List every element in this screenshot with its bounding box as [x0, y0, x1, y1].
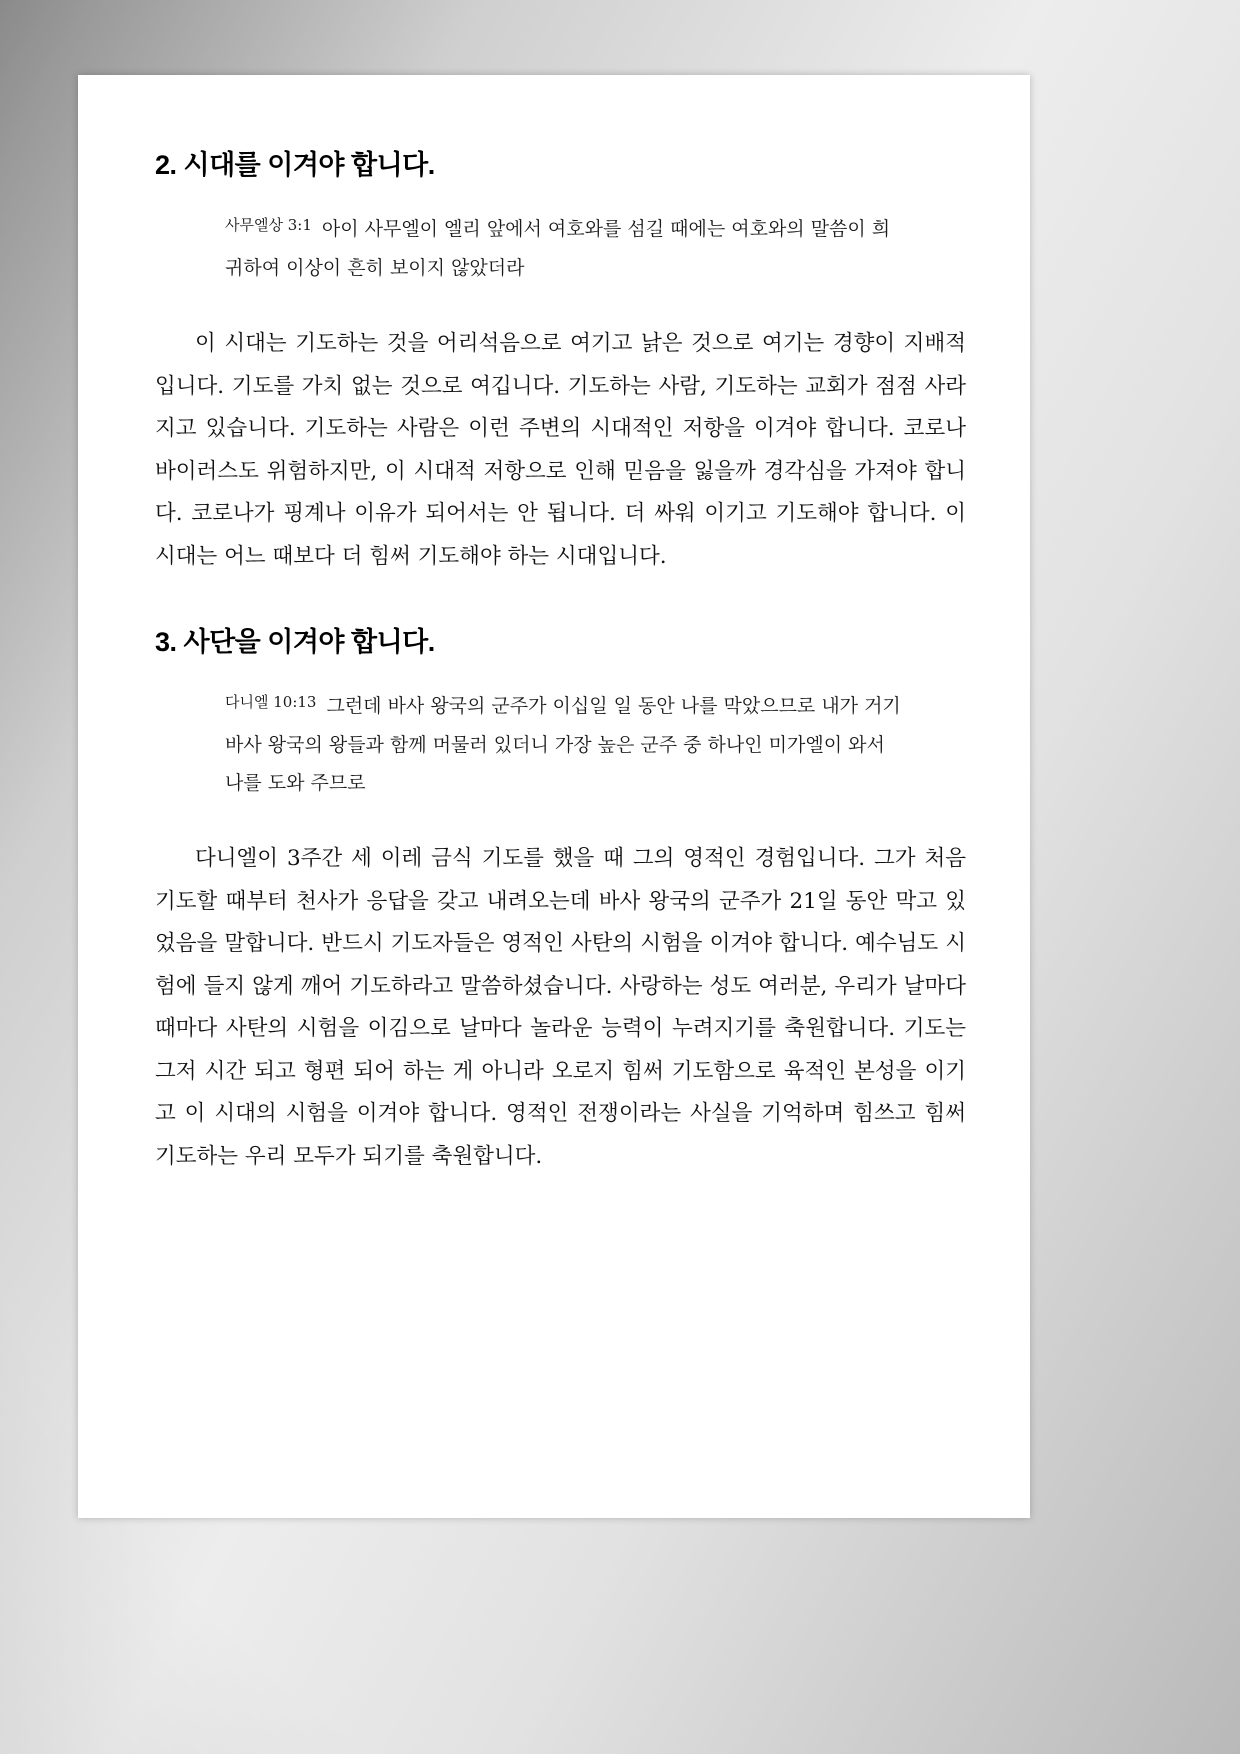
scripture-reference: 사무엘상 3:1: [225, 216, 312, 234]
section-overcome-the-age: [155, 143, 966, 578]
section-heading: 3. 사단을 이겨야 합니다.: [155, 627, 435, 657]
body-paragraph: 이 시대는 기도하는 것을 어리석음으로 여기고 낡은 것으로 여기는 경향이 지배적입니다. 기도를 가치 없는 것으로 여깁니다. 기도하는 사람, 기도하는 교회가 점점 사라지고 있습니다. 기도하는 사람은 이런 주변의 시대적인 저항을 이겨야 합니다. 코로나 바이러스도 위험하지만, 이 시대적 저항으로 인해 믿음을 잃을까 경각심을 가져야 합니다. 코로나가 핑계나 이유가 되어서는 안 됩니다. 더 싸워 이기고 기도해야 합니다. 이 시대는 어느 때보다 더 힘써 기도해야 하는 시대입니다.: [155, 331, 966, 569]
scripture-quote: [225, 687, 906, 802]
scripture-text: 아이 사무엘이 엘리 앞에서 여호와를 섬길 때에는 여호와의 말씀이 희귀하여 이상이 흔히 보이지 않았더라: [225, 218, 891, 279]
section-overcome-satan: [155, 620, 966, 1178]
body-paragraph: 다니엘이 3주간 세 이레 금식 기도를 했을 때 그의 영적인 경험입니다. 그가 처음 기도할 때부터 천사가 응답을 갖고 내려오는데 바사 왕국의 군주가 21일 동안 막고 있었음을 말합니다. 반드시 기도자들은 영적인 사탄의 시험을 이겨야 합니다. 예수님도 시험에 들지 않게 깨어 기도하라고 말씀하셨습니다. 사랑하는 성도 여러분, 우리가 날마다 때마다 사탄의 시험을 이김으로 날마다 놀라운 능력이 누려지기를 축원합니다. 기도는 그저 시간 되고 형편 되어 하는 게 아니라 오로지 힘써 기도함으로 육적인 본성을 이기고 이 시대의 시험을 이겨야 합니다. 영적인 전쟁이라는 사실을 기억하며 힘쓰고 힘써 기도하는 우리 모두가 되기를 축원합니다.: [155, 846, 966, 1169]
document-page: [78, 75, 1030, 1518]
scripture-quote: [225, 210, 906, 287]
section-heading: 2. 시대를 이겨야 합니다.: [155, 150, 435, 180]
scripture-text: 그런데 바사 왕국의 군주가 이십일 일 동안 나를 막았으므로 내가 거기 바사 왕국의 왕들과 함께 머물러 있더니 가장 높은 군주 중 하나인 미가엘이 와서 나를 도와 주므로: [225, 695, 901, 794]
scripture-reference: 다니엘 10:13: [225, 693, 317, 711]
